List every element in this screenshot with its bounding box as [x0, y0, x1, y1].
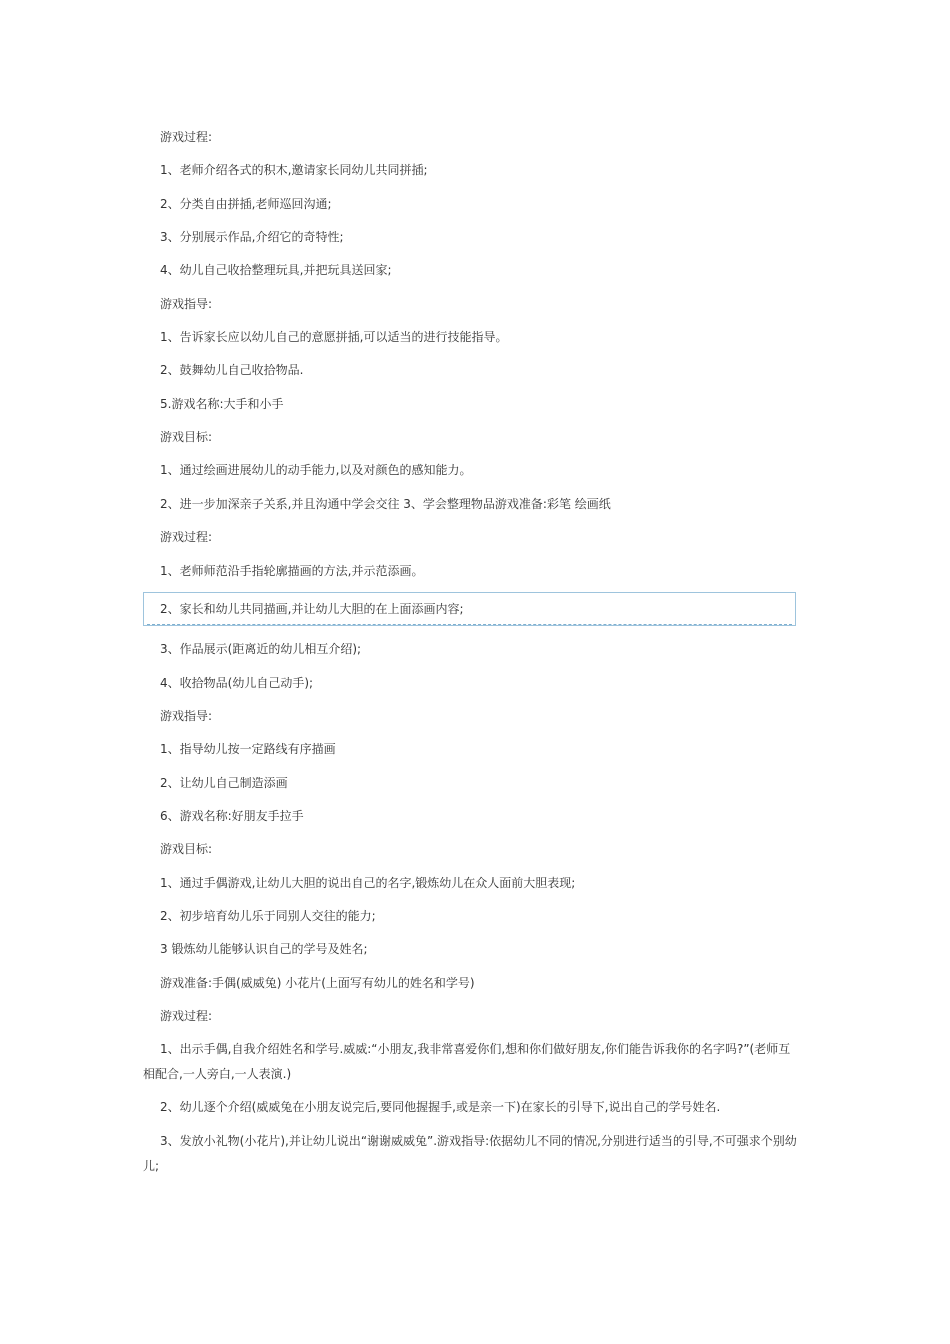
paragraph: 3、分别展示作品,介绍它的奇特性;	[160, 230, 344, 244]
section-heading: 5.游戏名称:大手和小手	[160, 397, 284, 411]
paragraph: 2、初步培育幼儿乐于同别人交往的能力;	[160, 909, 376, 923]
paragraph: 1、通过手偶游戏,让幼儿大胆的说出自己的名字,锻炼幼儿在众人面前大胆表现;	[160, 876, 576, 890]
paragraph: 1、指导幼儿按一定路线有序描画	[160, 742, 336, 756]
paragraph: 游戏指导:	[160, 297, 213, 311]
paragraph: 2、分类自由拼插,老师巡回沟通;	[160, 197, 332, 211]
paragraph: 3 锻炼幼儿能够认识自己的学号及姓名;	[160, 942, 368, 956]
paragraph: 1、老师师范沿手指轮廓描画的方法,并示范添画。	[160, 564, 424, 578]
paragraph: 4、幼儿自己收拾整理玩具,并把玩具送回家;	[160, 263, 392, 277]
paragraph: 游戏指导:	[160, 709, 213, 723]
paragraph: 3、作品展示(距离近的幼儿相互介绍);	[160, 642, 362, 656]
paragraph: 2、让幼儿自己制造添画	[160, 776, 288, 790]
paragraph: 游戏准备:手偶(威威兔) 小花片(上面写有幼儿的姓名和学号)	[160, 976, 475, 990]
paragraph: 游戏过程:	[160, 530, 213, 544]
paragraph: 游戏目标:	[160, 842, 213, 856]
paragraph: 1、告诉家长应以幼儿自己的意愿拼插,可以适当的进行技能指导。	[160, 330, 508, 344]
paragraph: 1、通过绘画进展幼儿的动手能力,以及对颜色的感知能力。	[160, 463, 472, 477]
dashed-divider	[147, 624, 792, 625]
section-heading: 6、游戏名称:好朋友手拉手	[160, 809, 304, 823]
paragraph-wrapped: 2、幼儿逐个介绍(威威兔在小朋友说完后,要同他握握手,或是亲一下)在家长的引导下,说出自己的学号姓名.	[160, 1100, 721, 1114]
paragraph: 游戏过程:	[160, 1009, 213, 1023]
paragraph: 1、老师介绍各式的积木,邀请家长同幼儿共同拼插;	[160, 163, 428, 177]
paragraph: 游戏过程:	[160, 130, 213, 144]
paragraph-wrapped: 3、发放小礼物(小花片),并让幼儿说出“谢谢威威兔”.游戏指导:依据幼儿不同的情况,分别进行适当的引导,不可强求个别幼儿;	[143, 1134, 797, 1173]
paragraph: 2、进一步加深亲子关系,并且沟通中学会交往 3、学会整理物品游戏准备:彩笔 绘画纸	[160, 497, 611, 511]
paragraph: 游戏目标:	[160, 430, 213, 444]
paragraph-wrapped: 1、出示手偶,自我介绍姓名和学号.威威:“小朋友,我非常喜爱你们,想和你们做好朋友,你们能告诉我你的名字吗?”(老师互相配合,一人旁白,一人表演.)	[143, 1042, 791, 1081]
paragraph: 2、鼓舞幼儿自己收拾物品.	[160, 363, 304, 377]
paragraph: 4、收拾物品(幼儿自己动手);	[160, 676, 314, 690]
paragraph-highlighted: 2、家长和幼儿共同描画,并让幼儿大胆的在上面添画内容;	[160, 602, 464, 616]
